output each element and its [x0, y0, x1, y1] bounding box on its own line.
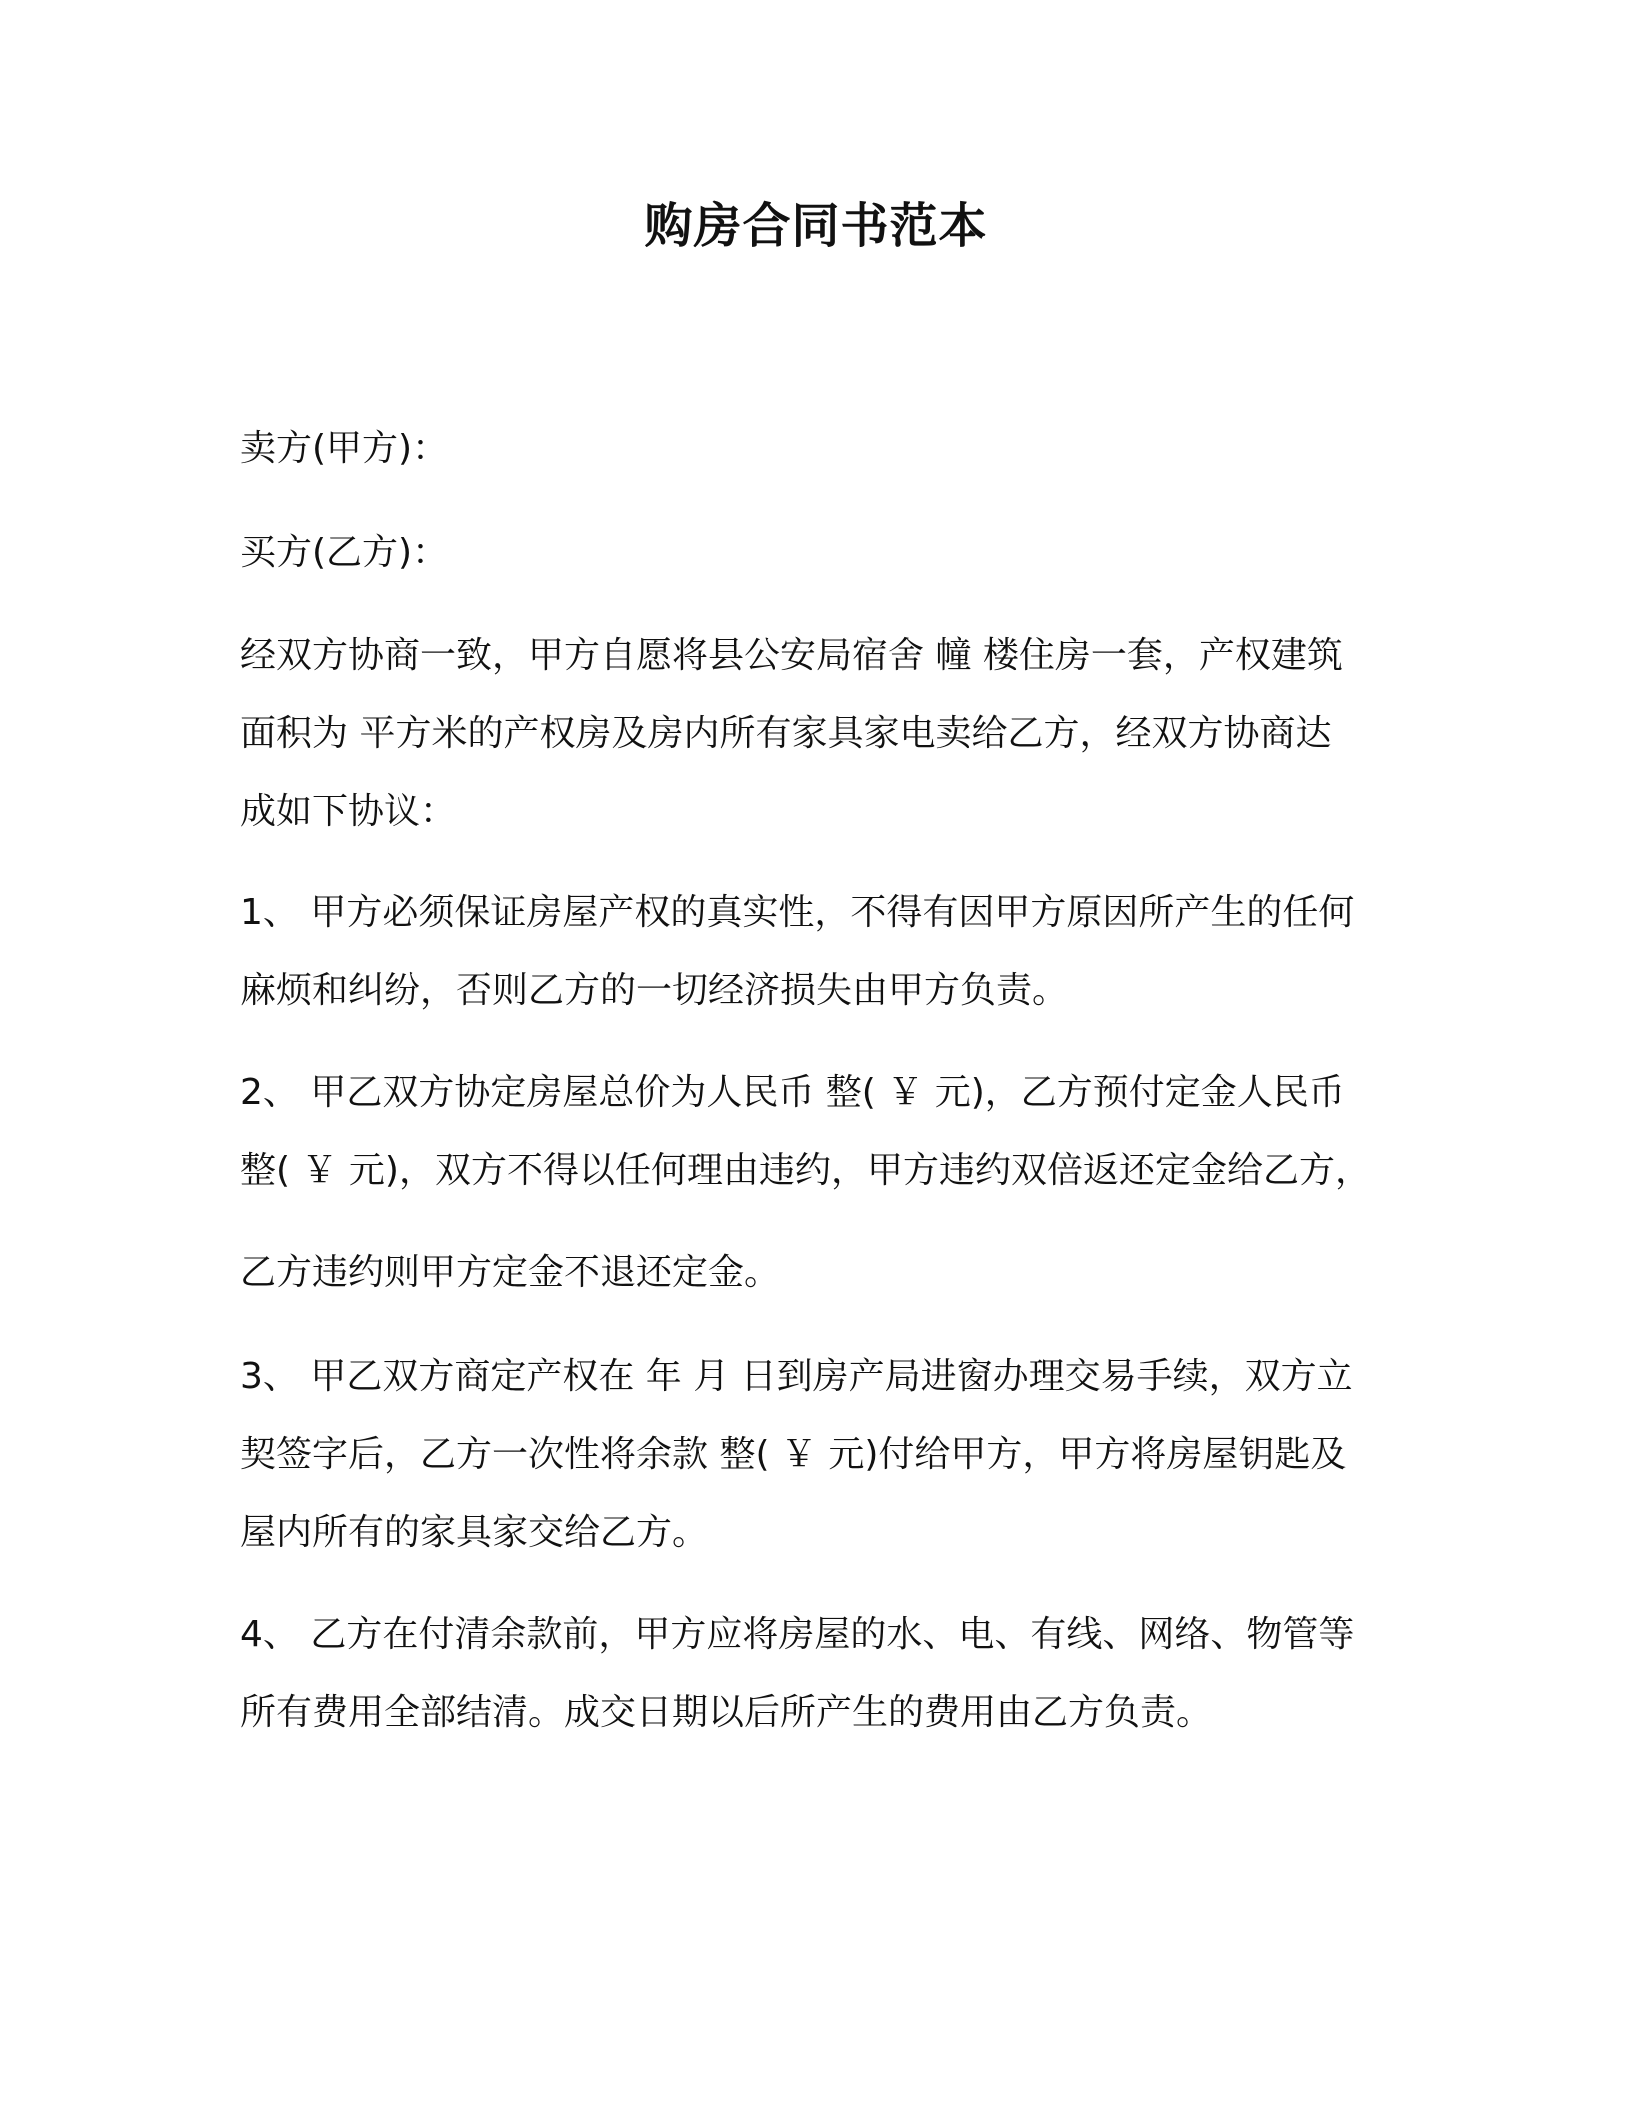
page-title: 购房合同书范本 [644, 198, 988, 254]
clause-3-line: 屋内所有的家具家交给乙方。 [240, 1512, 709, 1553]
clause-1 [240, 874, 1400, 1030]
intro-line: 成如下协议： [240, 791, 457, 832]
buyer-label: 买方(乙方)： [240, 532, 449, 573]
seller-label: 卖方(甲方)： [240, 428, 449, 469]
clause-4-line: 所有费用全部结清。成交日期以后所产生的费用由乙方负责。 [240, 1692, 1213, 1733]
clause-3-line: 3、 甲乙双方商定产权在 年 月 日到房产局进窗办理交易手续，双方立 [240, 1356, 1353, 1397]
intro-line: 面积为 平方米的产权房及房内所有家具家电卖给乙方，经双方协商达 [240, 713, 1332, 754]
clause-2-line: 整( ￥ 元)，双方不得以任何理由违约，甲方违约双倍返还定金给乙方， [240, 1150, 1371, 1191]
clause-4-line: 4、 乙方在付清余款前，甲方应将房屋的水、电、有线、网络、物管等 [240, 1614, 1355, 1655]
clause-3 [240, 1338, 1400, 1572]
clause-3-line: 契签字后，乙方一次性将余款 整( ￥ 元)付给甲方，甲方将房屋钥匙及 [240, 1434, 1347, 1475]
clause-2-continuation: 乙方违约则甲方定金不退还定金。 [240, 1252, 781, 1293]
clause-2-line: 2、 甲乙双方协定房屋总价为人民币 整( ￥ 元)，乙方预付定金人民币 [240, 1072, 1345, 1113]
clause-1-line: 1、 甲方必须保证房屋产权的真实性，不得有因甲方原因所产生的任何 [240, 892, 1355, 933]
intro-paragraph [240, 617, 1400, 851]
intro-line: 经双方协商一致，甲方自愿将县公安局宿舍 幢 楼住房一套，产权建筑 [240, 635, 1343, 676]
clause-4 [240, 1596, 1400, 1752]
clause-2 [240, 1054, 1400, 1210]
clause-1-line: 麻烦和纠纷，否则乙方的一切经济损失由甲方负责。 [240, 970, 1069, 1011]
